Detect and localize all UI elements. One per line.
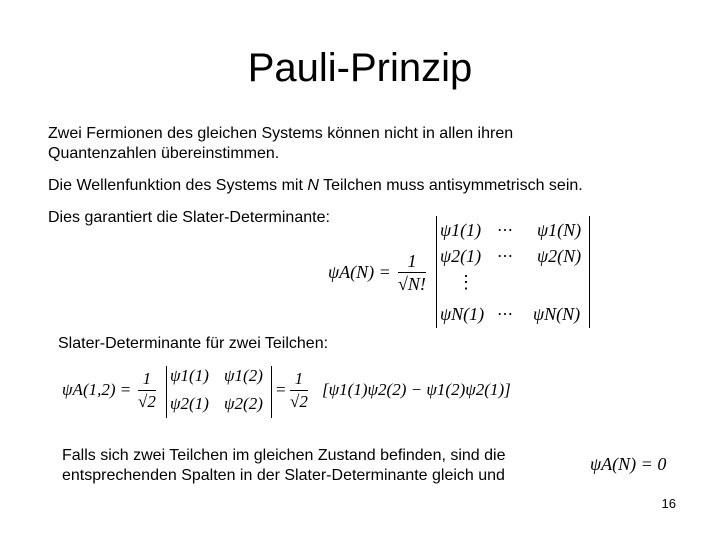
det-cell: ψ2(1)	[440, 246, 482, 266]
prefactor-numerator: 1	[290, 368, 308, 391]
text-segment: Teilchen muss antisymmetrisch sein.	[318, 177, 583, 194]
prefactor-numerator: 1	[398, 250, 426, 273]
equals-sign: =	[276, 380, 286, 399]
det-cell: ψ1(2)	[224, 366, 263, 385]
text-segment: Die Wellenfunktion des Systems mit	[48, 177, 308, 194]
prefactor-denominator: √2	[290, 392, 308, 411]
prefactor-denominator: √N!	[398, 274, 426, 294]
paragraph-antisymmetry	[48, 176, 583, 196]
slater-prefactor	[398, 250, 426, 295]
slide-title: Pauli-Prinzip	[247, 46, 473, 90]
det-cell: ψ2(N)	[537, 246, 582, 266]
det-cell: ψ1(N)	[537, 220, 582, 240]
paragraph-line: Falls sich zwei Teilchen im gleichen Zustand befinden, sind die	[62, 447, 506, 464]
paragraph-same-state	[62, 446, 506, 486]
det-cell: ⋯	[497, 222, 513, 239]
zero-result-formula	[588, 450, 672, 484]
det-cell: ψN(N)	[533, 304, 581, 324]
zero-result: ψA(N) = 0	[590, 454, 667, 474]
det-cell: ψ2(1)	[170, 394, 209, 413]
determinant-right-bar	[589, 216, 590, 328]
determinant-right-bar	[271, 366, 272, 418]
two-prefactor	[138, 368, 156, 413]
det-cell: ψ1(1)	[170, 366, 209, 385]
page-number: 16	[661, 496, 676, 511]
det-cell: ⋯	[497, 306, 513, 323]
paragraph-line: Zwei Fermionen des gleichen Systems können nicht in allen ihren	[48, 125, 514, 142]
det-cell: ⋮	[457, 272, 475, 292]
paragraph-slater-intro: Dies garantiert die Slater-Determinante:	[48, 209, 330, 226]
paragraph-line: Quantenzahlen übereinstimmen.	[48, 145, 280, 162]
det-cell: ψ1(1)	[440, 220, 482, 240]
paragraph-pauli-statement	[48, 124, 513, 164]
paragraph-line: entsprechenden Spalten in der Slater-Determinante gleich und	[62, 467, 505, 484]
prefactor-numerator: 1	[138, 368, 156, 391]
det-cell: ⋯	[497, 248, 513, 265]
prefactor-denominator: √2	[138, 392, 156, 411]
det-cell: ψ2(2)	[224, 394, 263, 413]
paragraph-two-particles: Slater-Determinante für zwei Teilchen:	[58, 335, 329, 352]
two-prefactor-2	[290, 368, 308, 413]
determinant-left-bar	[166, 366, 167, 418]
two-expansion: [ψ1(1)ψ2(2) − ψ1(2)ψ2(1)]	[322, 380, 511, 399]
determinant-left-bar	[436, 216, 437, 328]
two-lhs: ψA(1,2) =	[62, 380, 132, 399]
variable-n: N	[307, 177, 319, 194]
det-cell: ψN(1)	[440, 304, 485, 324]
slater-lhs: ψA(N) =	[328, 262, 391, 282]
